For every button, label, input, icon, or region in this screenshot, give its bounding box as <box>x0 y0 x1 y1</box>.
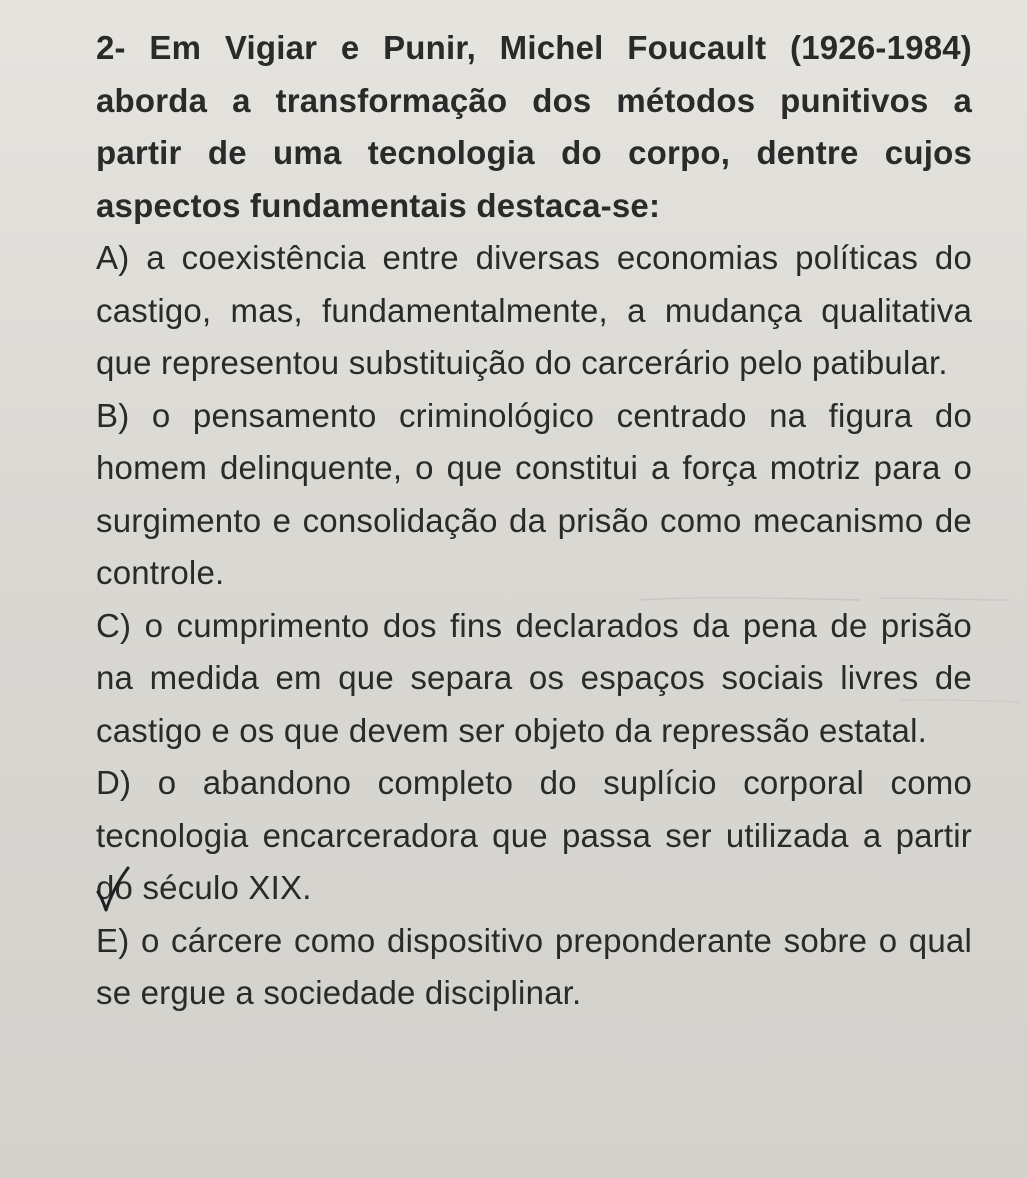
option-e-letter: E) <box>96 921 130 959</box>
option-b-letter: B) <box>96 396 130 434</box>
option-c-letter: C) <box>96 606 132 644</box>
option-e-text: o cárcere como dispositivo preponderante sobre o qual se ergue a sociedade disciplinar. <box>96 921 972 1011</box>
option-a-text: a coexistência entre diversas economias políticas do castigo, mas, fundamentalmente, a mudança qualitativa que representou substituição do carcerário pelo patibular. <box>96 239 972 381</box>
question-stem: 2- Em Vigiar e Punir, Michel Foucault (1926-1984) aborda a transformação dos métodos punitivos a partir de uma tecnologia do corpo, dentre cujos aspectos fundamentais destaca-se: <box>96 29 972 224</box>
option-d <box>96 757 972 915</box>
option-b-text: o pensamento criminológico centrado na figura do homem delinquente, o que constitui a força motriz para o surgimento e consolidação da prisão como mecanismo de controle. <box>96 396 972 591</box>
option-d-letter: D) <box>96 764 132 801</box>
option-a-letter: A) <box>96 239 130 276</box>
option-e <box>96 915 972 1020</box>
option-b <box>96 390 972 600</box>
question-block <box>96 22 972 1020</box>
option-c <box>96 600 972 758</box>
option-a <box>96 232 972 390</box>
option-d-text: o abandono completo do suplício corporal como tecnologia encarceradora que passa ser utilizada a partir do século XIX. <box>96 764 972 906</box>
option-c-text: o cumprimento dos fins declarados da pena de prisão na medida em que separa os espaços sociais livres de castigo e os que devem ser objeto da repressão estatal. <box>96 606 972 749</box>
handwritten-check-mark <box>92 862 132 914</box>
